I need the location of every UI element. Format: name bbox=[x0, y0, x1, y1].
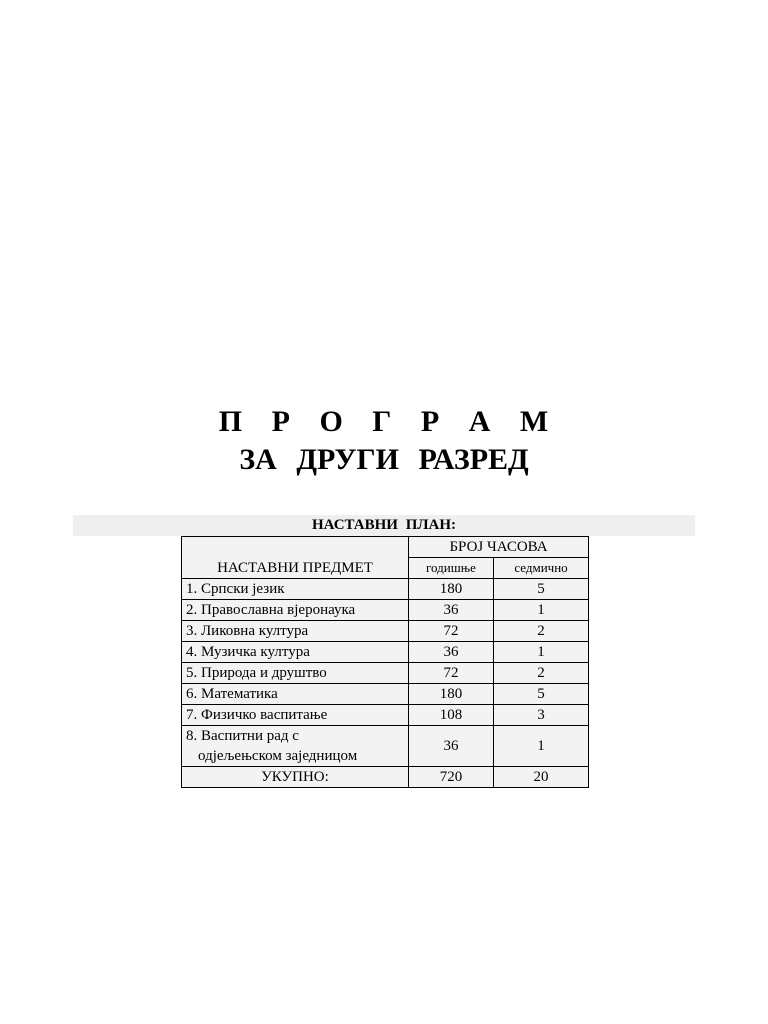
yearly-column-header: годишње bbox=[409, 558, 494, 579]
table-row bbox=[182, 663, 589, 684]
yearly-cell: 108 bbox=[409, 705, 494, 726]
weekly-cell: 3 bbox=[494, 705, 589, 726]
yearly-cell: 72 bbox=[409, 663, 494, 684]
program-title bbox=[0, 404, 768, 478]
weekly-column-header: седмично bbox=[494, 558, 589, 579]
title-line-program: П Р О Г Р А М bbox=[218, 405, 560, 438]
subject-cell: 5. Природа и друштво bbox=[182, 663, 409, 684]
yearly-cell: 180 bbox=[409, 684, 494, 705]
weekly-cell: 5 bbox=[494, 684, 589, 705]
weekly-cell: 1 bbox=[494, 642, 589, 663]
subject-cell: 3. Ликовна култура bbox=[182, 621, 409, 642]
yearly-cell: 36 bbox=[409, 642, 494, 663]
subject-cell: 1. Српски језик bbox=[182, 579, 409, 600]
hours-column-header: БРОЈ ЧАСОВА bbox=[409, 537, 589, 558]
table-row bbox=[182, 705, 589, 726]
subject-column-header: НАСТАВНИ ПРЕДМЕТ bbox=[182, 537, 409, 579]
table-row bbox=[182, 621, 589, 642]
subject-cell: 2. Православна вјеронаука bbox=[182, 600, 409, 621]
weekly-cell: 2 bbox=[494, 621, 589, 642]
subject-cell: 4. Музичка култура bbox=[182, 642, 409, 663]
total-label: УКУПНО: bbox=[182, 767, 409, 788]
table-row bbox=[182, 600, 589, 621]
subject-line-1: 8. Васпитни рад с bbox=[186, 728, 299, 744]
yearly-cell: 36 bbox=[409, 726, 494, 767]
table-row bbox=[182, 579, 589, 600]
total-row bbox=[182, 767, 589, 788]
weekly-cell: 1 bbox=[494, 726, 589, 767]
weekly-cell: 5 bbox=[494, 579, 589, 600]
yearly-cell: 72 bbox=[409, 621, 494, 642]
plan-heading: НАСТАВНИ ПЛАН: bbox=[73, 515, 695, 536]
yearly-cell: 36 bbox=[409, 600, 494, 621]
yearly-cell: 180 bbox=[409, 579, 494, 600]
table-header-row bbox=[182, 537, 589, 558]
weekly-cell: 2 bbox=[494, 663, 589, 684]
table-row bbox=[182, 684, 589, 705]
subject-cell bbox=[182, 726, 409, 767]
weekly-cell: 1 bbox=[494, 600, 589, 621]
total-weekly: 20 bbox=[494, 767, 589, 788]
subject-cell: 6. Математика bbox=[182, 684, 409, 705]
subject-cell: 7. Физичко васпитање bbox=[182, 705, 409, 726]
table-row bbox=[182, 726, 589, 767]
table-row bbox=[182, 642, 589, 663]
curriculum-table bbox=[181, 536, 589, 788]
subject-line-2: одјељењском заједницом bbox=[198, 748, 358, 764]
title-line-grade: ЗА ДРУГИ РАЗРЕД bbox=[239, 443, 529, 476]
total-yearly: 720 bbox=[409, 767, 494, 788]
